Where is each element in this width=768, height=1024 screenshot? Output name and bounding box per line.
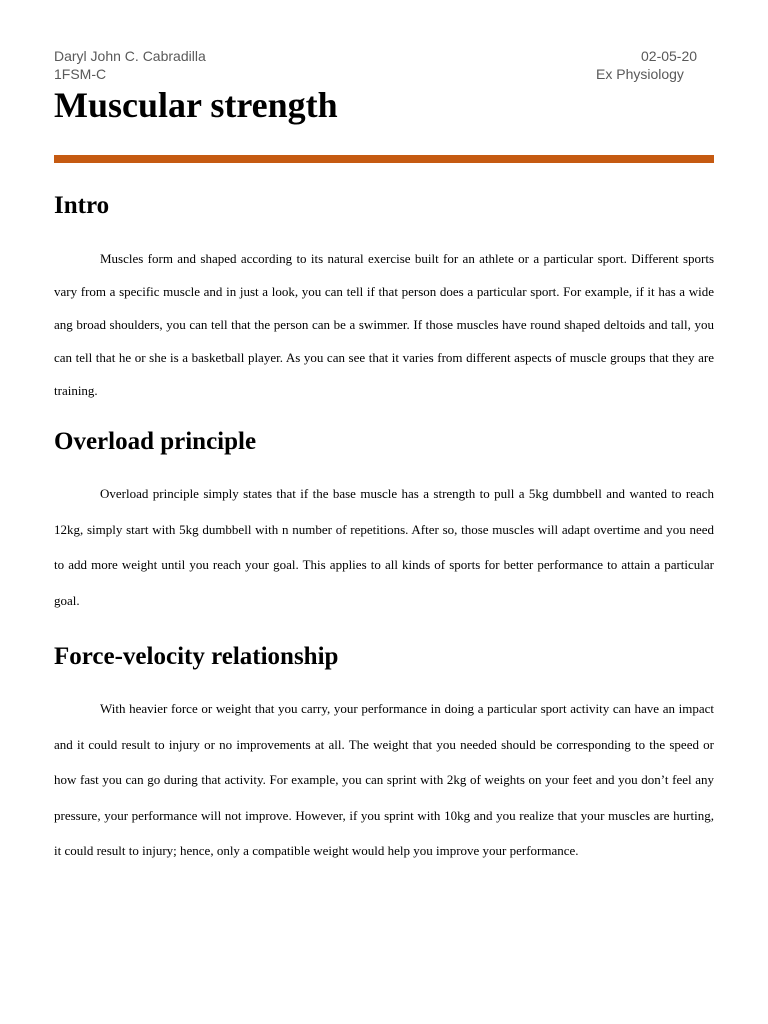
document-title: Muscular strength [54, 85, 338, 125]
document-date: 02-05-20 [641, 48, 698, 64]
author-name: Daryl John C. Cabradilla [54, 48, 206, 64]
section-intro [54, 191, 714, 407]
class-section: 1FSM-C [54, 66, 107, 82]
section-overload-principle [54, 427, 714, 618]
course-name: Ex Physiology [596, 66, 684, 82]
section-body-intro: Muscles form and shaped according to its natural exercise built for an athlete or a particular sport. Different sports vary from a specific muscle and in just a look, you can tell if that person does a particular sport. For example, if it has a wide ang broad shoulders, you can tell that the person can be a swimmer. If those muscles have round shaped deltoids and tall, you can tell that he or she is a basketball player. As you can see that it varies from different aspects of muscle groups that they are training. [54, 251, 714, 398]
section-force-velocity [54, 642, 714, 869]
section-heading-force-velocity: Force-velocity relationship [54, 643, 339, 670]
title-divider [54, 155, 714, 163]
section-heading-overload-principle: Overload principle [54, 428, 257, 455]
section-body-overload-principle: Overload principle simply states that if the base muscle has a strength to pull a 5kg dumbbell and wanted to reach 12kg, simply start with 5kg dumbbell with n number of repetitions. After so, those muscles will adapt overtime and you need to add more weight until you reach your goal. This applies to all kinds of sports for better performance to attain a particular goal. [54, 486, 714, 608]
section-body-force-velocity: With heavier force or weight that you carry, your performance in doing a particular sport activity can have an impact and it could result to injury or no improvements at all. The weight that you needed should be corresponding to the speed or how fast you can go during that activity. For example, you can sprint with 2kg of weights on your feet and you don’t feel any pressure, your performance will not improve. However, if you sprint with 10kg and you realize that your muscles are hurting, it could result to injury; hence, only a compatible weight would help you improve your performance. [54, 701, 714, 858]
section-heading-intro: Intro [54, 192, 110, 219]
